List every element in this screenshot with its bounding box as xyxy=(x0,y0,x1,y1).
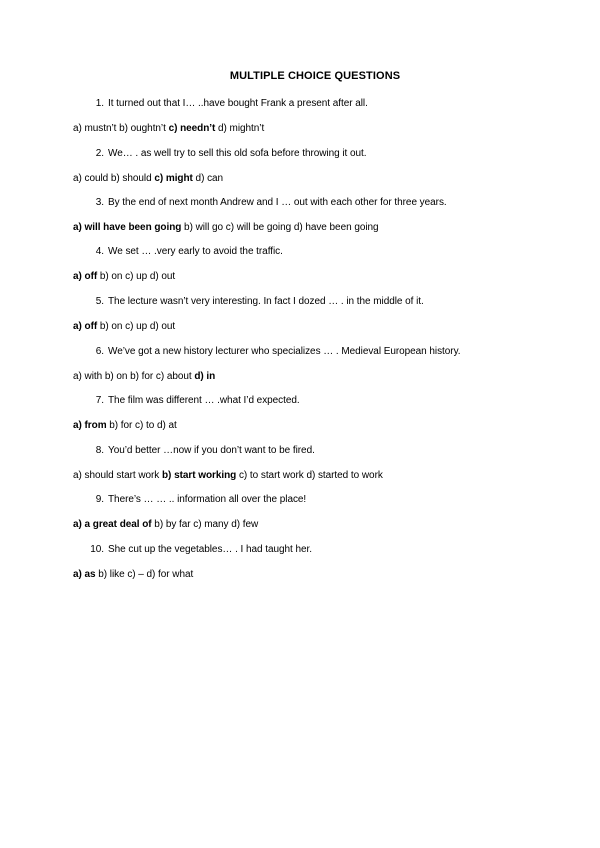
answer-options-1 xyxy=(73,122,264,135)
answer-options-10 xyxy=(73,568,193,581)
question-number: 8. xyxy=(95,445,104,456)
answer-option-text: a) could b) should xyxy=(73,173,155,184)
correct-answer: c) might xyxy=(154,173,193,184)
question-number: 2. xyxy=(95,148,104,159)
question-text: The lecture wasn’t very interesting. In fact I dozed … . in the middle of it. xyxy=(108,296,424,307)
question-number: 4. xyxy=(95,246,104,257)
answer-options-9 xyxy=(73,518,258,531)
answer-option-text: c) to start work d) started to work xyxy=(236,470,383,481)
question-text: We’ve got a new history lecturer who specializes … . Medieval European history. xyxy=(108,346,461,357)
page-title: MULTIPLE CHOICE QUESTIONS xyxy=(229,70,401,82)
answer-option-text: b) on c) up d) out xyxy=(97,321,176,332)
answer-option-text: b) by far c) many d) few xyxy=(151,519,259,530)
question-number: 9. xyxy=(95,494,104,505)
correct-answer: d) in xyxy=(194,371,216,382)
question-number: 5. xyxy=(95,296,104,307)
answer-option-text: a) with b) on b) for c) about xyxy=(73,371,195,382)
question-number: 7. xyxy=(95,395,104,406)
question-text: We… . as well try to sell this old sofa before throwing it out. xyxy=(108,148,367,159)
question-number: 6. xyxy=(95,346,104,357)
answer-option-text: a) mustn’t b) oughtn’t xyxy=(73,123,169,134)
question-7 xyxy=(95,394,300,407)
correct-answer: a) as xyxy=(73,569,96,580)
answer-option-text: d) mightn’t xyxy=(215,123,265,134)
correct-answer: a) from xyxy=(73,420,107,431)
correct-answer: a) will have been going xyxy=(73,222,182,233)
question-number: 3. xyxy=(95,197,104,208)
correct-answer: a) off xyxy=(73,321,98,332)
answer-option-text: b) for c) to d) at xyxy=(106,420,177,431)
correct-answer: c) needn’t xyxy=(168,123,216,134)
correct-answer: b) start working xyxy=(162,470,237,481)
question-text: She cut up the vegetables… . I had taught her. xyxy=(108,544,312,555)
correct-answer: a) off xyxy=(73,271,98,282)
question-4 xyxy=(95,245,283,258)
question-text: It turned out that I… ..have bought Frank a present after all. xyxy=(108,98,368,109)
question-number: 10. xyxy=(90,544,104,555)
question-6 xyxy=(95,345,461,358)
question-number: 1. xyxy=(95,98,104,109)
question-text: The film was different … .what I’d expected. xyxy=(108,395,300,406)
answer-option-text: b) on c) up d) out xyxy=(97,271,176,282)
question-text: By the end of next month Andrew and I … out with each other for three years. xyxy=(108,197,447,208)
answer-options-6 xyxy=(73,370,215,383)
answer-options-8 xyxy=(73,469,383,482)
question-text: There’s … … .. information all over the place! xyxy=(108,494,307,505)
question-text: We set … .very early to avoid the traffic. xyxy=(108,246,283,257)
answer-option-text: d) can xyxy=(192,173,224,184)
question-2 xyxy=(95,147,367,160)
question-1 xyxy=(95,97,368,110)
answer-option-text: b) like c) – d) for what xyxy=(95,569,194,580)
question-text: You’d better …now if you don’t want to be fired. xyxy=(108,445,315,456)
question-3 xyxy=(95,196,447,209)
answer-options-2 xyxy=(73,172,223,185)
answer-options-5 xyxy=(73,320,175,333)
question-5 xyxy=(95,295,424,308)
correct-answer: a) a great deal of xyxy=(73,519,152,530)
question-10 xyxy=(90,543,312,556)
question-8 xyxy=(95,444,315,457)
answer-options-7 xyxy=(73,419,177,432)
question-9 xyxy=(95,493,307,506)
answer-option-text: a) should start work xyxy=(73,470,162,481)
answer-option-text: b) will go c) will be going d) have been going xyxy=(181,222,379,233)
answer-options-3 xyxy=(73,221,379,234)
answer-options-4 xyxy=(73,270,175,283)
